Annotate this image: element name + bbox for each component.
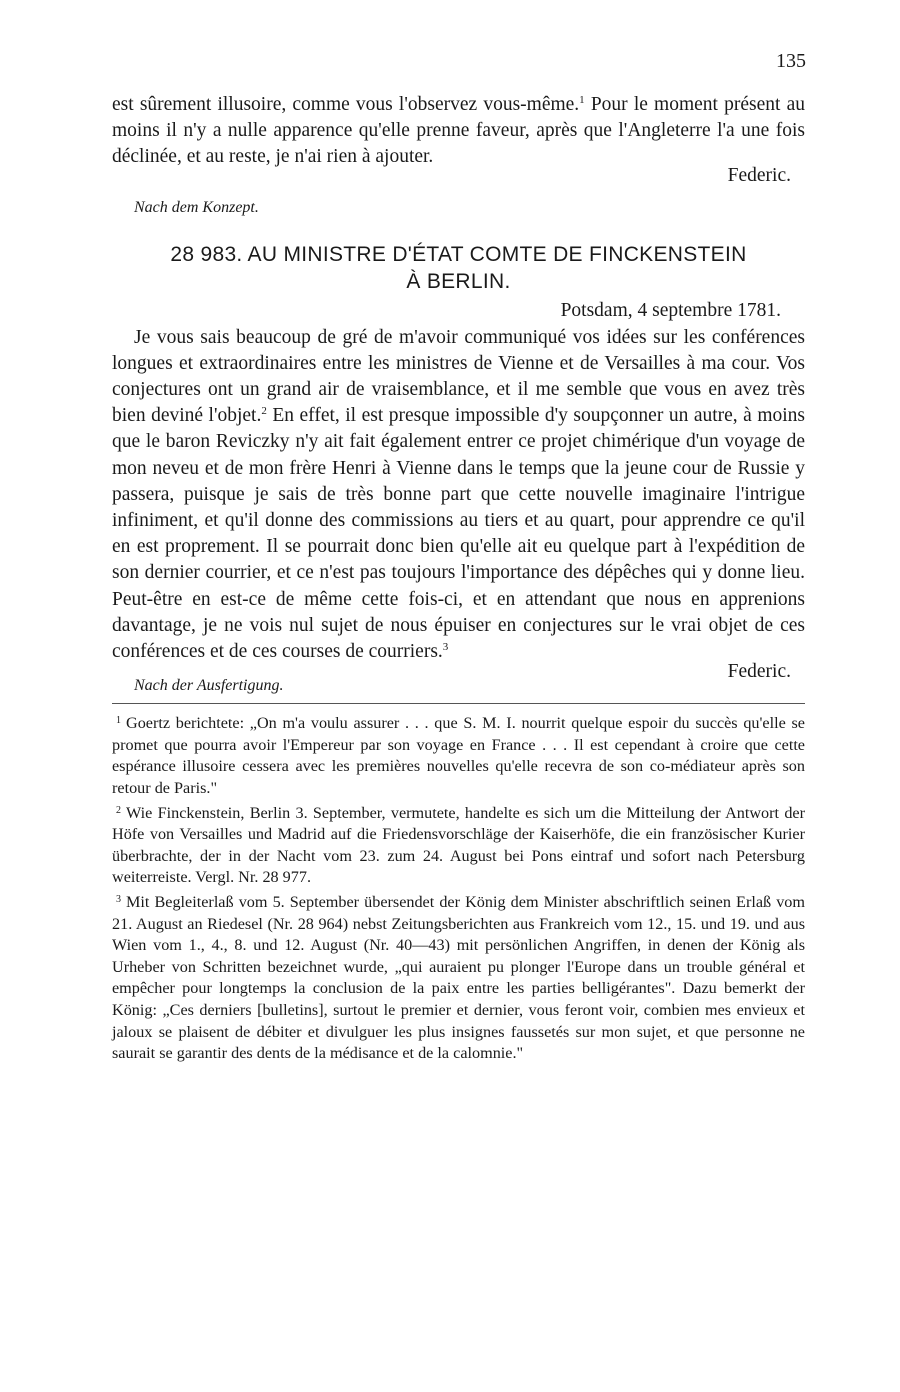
page-number: 135 bbox=[776, 50, 806, 72]
letter-signature: Federic. bbox=[727, 661, 791, 683]
page-content bbox=[112, 92, 805, 1065]
footnote-2-marker: 2 bbox=[116, 804, 121, 816]
footnote-2 bbox=[112, 800, 805, 889]
letter-body-part1: Je vous sais beaucoup de gré de m'avoir communiqué vos idées sur les conférences longues et extraordinaires entre les ministres de Vienne et de Versailles à ma cour. Vos conjectures ont un grand air de vraisemblance, et il me semble que vous en avez très bien deviné l'objet. bbox=[112, 326, 805, 427]
letter-title-line1: 28 983. AU MINISTRE D'ÉTAT COMTE DE FINCKENSTEIN bbox=[170, 242, 747, 266]
footnote-2-text: Wie Finckenstein, Berlin 3. September, vermutete, handelte es sich um die Mitteilung der Antwort der Höfe von Versailles und Madrid auf die Friedensvorschläge der Kaiserhöfe, die ein französischer Kurier überbrachte, der in der Nacht vom 23. zum 24. August bei Pons eintraf und sofort nach Petersburg weiterreiste. Vergl. Nr. 28 977. bbox=[112, 803, 805, 887]
footnote-1-text: Goertz berichtete: „On m'a voulu assurer . . . que S. M. I. nourrit quelque espoir du succès qu'elle se promet que pourra avoir l'Empereur par son voyage en France . . . Il est cependant à croire que cette espérance illusoire cessera avec les premières nouvelles qu'elle recevra de son co-médiateur après son retour de Paris." bbox=[112, 714, 805, 798]
letter-closing-row bbox=[112, 661, 805, 697]
footnote-ref-2: 2 bbox=[261, 405, 267, 418]
footnote-ref-3: 3 bbox=[442, 641, 449, 654]
letter-dateline: Potsdam, 4 septembre 1781. bbox=[560, 299, 781, 321]
prev-letter-text bbox=[112, 92, 805, 171]
letter-body-part2: En effet, il est presque impossible d'y soupçonner un autre, à moins que le baron Reviczky n'y ait fait également entrer ce projet chimérique d'un voyage de mon neveu et de mon frère Henri à Vienne dans le temps que la jeune cour de Russie y passera, puisque je sais de très bonne part que cette nouvelle imaginaire l'intrigue infiniment, et qu'il donne des commissions au tiers et au quart, pour apprendre ce qu'il en est proprement. Il se pourrait donc bien qu'elle ait eu quelque part à l'expédition de son dernier courrier, et ce n'est pas toujours l'importance des dépêches qui y donne lieu. Peut-être en est-ce de même cette fois-ci, et en attendant que nous en apprenions davantage, je ne vois nul sujet de nous épuiser en conjectures sur le vrai objet de ces conférences et de ces courses de courriers. bbox=[112, 405, 805, 663]
prev-letter-line1: est sûrement illusoire, comme vous l'observez vous-même. bbox=[112, 94, 580, 115]
letter-title bbox=[112, 241, 805, 295]
letter-body bbox=[112, 325, 805, 666]
footnote-1-marker: 1 bbox=[116, 715, 121, 727]
prev-letter-source: Nach dem Konzept. bbox=[134, 198, 259, 216]
footnote-3-text: Mit Begleiterlaß vom 5. September übersendet der König dem Minister abschriftlich seinen Erlaß vom 21. August an Riedesel (Nr. 28 964) nebst Zeitungsberichten aus Frankreich vom 12., 15. und 19. und aus Wien vom 1., 4., 8. und 12. August (Nr. 40—43) mit persönlichen Angriffen, in denen der König als Urheber von Schritten bezeichnet wurde, „qui auraient pu plonger l'Europe dans un trouble général et empêcher pour longtemps la conclusion de la paix entre les parties belligérantes". Dazu bemerkt der König: „Ces derniers [bulletins], surtout le premier et dernier, vous feront voir, combien mes envieux et jaloux se plaisent de débiter et divulguer les plus insignes faussetés sur mon sujet, et que personne ne saurait se garantir des dents de la médisance et de la calomnie." bbox=[112, 893, 805, 1063]
letter-title-line2: À BERLIN. bbox=[406, 269, 511, 293]
prev-letter-signature: Federic. bbox=[727, 164, 791, 186]
footnote-3-marker: 3 bbox=[116, 894, 121, 905]
footnote-ref-1: 1 bbox=[579, 94, 585, 106]
letter-source: Nach der Ausfertigung. bbox=[134, 677, 284, 695]
footnotes bbox=[112, 710, 805, 1065]
prev-letter-signature-row bbox=[112, 164, 805, 197]
prev-letter-line2: Pour le moment présent au moins il n'y a nulle apparence qu'elle prenne faveur, après que l'Angleterre l'a une fois déclinée, et au reste, je n'ai rien à ajouter. bbox=[112, 94, 805, 168]
footnote-1 bbox=[112, 710, 805, 799]
footnote-divider bbox=[112, 703, 805, 704]
footnote-3 bbox=[112, 889, 805, 1065]
